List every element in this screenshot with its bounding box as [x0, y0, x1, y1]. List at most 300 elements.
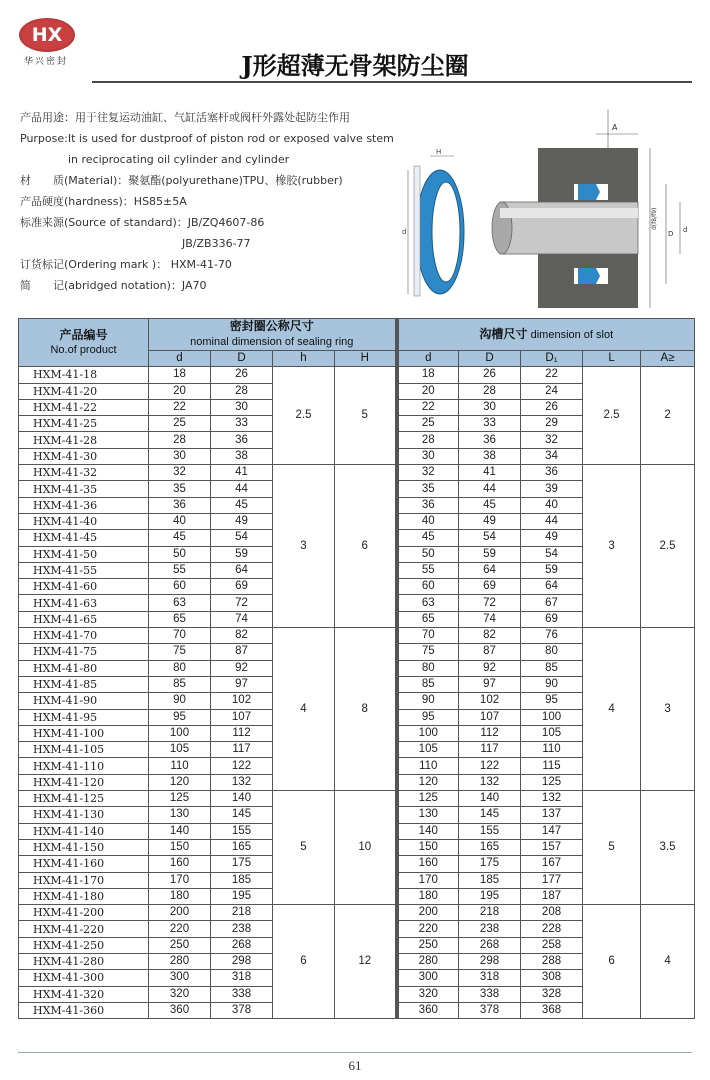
slot-D-cell: 72 — [459, 595, 521, 611]
slot-D-cell: 122 — [459, 758, 521, 774]
slot-D-cell: 69 — [459, 579, 521, 595]
slot-D-cell: 268 — [459, 937, 521, 953]
product-code-cell: HXM-41-20 — [19, 383, 149, 399]
slot-A-cell: 3 — [641, 628, 695, 791]
title-divider — [92, 81, 692, 83]
slot-D1-cell: 228 — [521, 921, 583, 937]
table-row — [19, 905, 695, 921]
seal-D-cell: 122 — [211, 758, 273, 774]
table-row — [19, 791, 695, 807]
header-seal — [149, 319, 397, 351]
page-title: J形超薄无骨架防尘圈 — [241, 51, 469, 80]
seal-D-cell: 44 — [211, 481, 273, 497]
product-code-cell: HXM-41-160 — [19, 856, 149, 872]
col-slot-D1: D₁ — [521, 351, 583, 367]
slot-d-cell: 120 — [397, 774, 459, 790]
product-code-cell: HXM-41-320 — [19, 986, 149, 1002]
slot-D-cell: 155 — [459, 823, 521, 839]
slot-D1-cell: 167 — [521, 856, 583, 872]
seal-h-cell: 4 — [273, 628, 335, 791]
seal-d-cell: 22 — [149, 399, 211, 415]
slot-d-cell: 35 — [397, 481, 459, 497]
ordering-mark: 订货标记(Ordering mark )： HXM-41-70 — [20, 258, 232, 271]
seal-D-cell: 28 — [211, 383, 273, 399]
slot-D1-cell: 26 — [521, 399, 583, 415]
table-body — [19, 367, 695, 1019]
product-code-cell: HXM-41-250 — [19, 937, 149, 953]
page-number: 61 — [348, 1058, 362, 1073]
svg-text:d: d — [402, 228, 407, 236]
slot-D-cell: 87 — [459, 644, 521, 660]
seal-D-cell: 338 — [211, 986, 273, 1002]
product-code-cell: HXM-41-28 — [19, 432, 149, 448]
product-code-cell: HXM-41-360 — [19, 1002, 149, 1018]
slot-D-cell: 112 — [459, 725, 521, 741]
seal-H-cell: 10 — [335, 791, 397, 905]
slot-D-cell: 45 — [459, 497, 521, 513]
seal-d-cell: 320 — [149, 986, 211, 1002]
product-code-cell: HXM-41-80 — [19, 660, 149, 676]
seal-D-cell: 175 — [211, 856, 273, 872]
col-seal-d: d — [149, 351, 211, 367]
standard-2: JB/ZB336-77 — [182, 237, 251, 250]
product-code-cell: HXM-41-125 — [19, 791, 149, 807]
slot-D1-cell: 90 — [521, 676, 583, 692]
slot-D-cell: 298 — [459, 953, 521, 969]
seal-D-cell: 64 — [211, 562, 273, 578]
seal-d-cell: 40 — [149, 513, 211, 529]
seal-D-cell: 59 — [211, 546, 273, 562]
slot-d-cell: 45 — [397, 530, 459, 546]
slot-D1-cell: 368 — [521, 1002, 583, 1018]
seal-d-cell: 170 — [149, 872, 211, 888]
slot-d-cell: 63 — [397, 595, 459, 611]
slot-d-cell: 320 — [397, 986, 459, 1002]
product-code-cell: HXM-41-70 — [19, 628, 149, 644]
seal-d-cell: 130 — [149, 807, 211, 823]
slot-d-cell: 360 — [397, 1002, 459, 1018]
slot-D1-cell: 288 — [521, 953, 583, 969]
seal-d-cell: 105 — [149, 742, 211, 758]
slot-d-cell: 110 — [397, 758, 459, 774]
table-row — [19, 628, 695, 644]
product-code-cell: HXM-41-45 — [19, 530, 149, 546]
seal-drawing — [400, 104, 696, 314]
seal-D-cell: 318 — [211, 970, 273, 986]
slot-D-cell: 102 — [459, 693, 521, 709]
product-code-cell: HXM-41-63 — [19, 595, 149, 611]
seal-d-cell: 160 — [149, 856, 211, 872]
slot-D1-cell: 29 — [521, 416, 583, 432]
slot-D-cell: 38 — [459, 448, 521, 464]
seal-d-cell: 30 — [149, 448, 211, 464]
product-code-cell: HXM-41-150 — [19, 839, 149, 855]
svg-text:H: H — [436, 148, 442, 156]
slot-D-cell: 41 — [459, 465, 521, 481]
seal-d-cell: 125 — [149, 791, 211, 807]
slot-D1-cell: 49 — [521, 530, 583, 546]
seal-d-cell: 110 — [149, 758, 211, 774]
slot-D-cell: 107 — [459, 709, 521, 725]
header-product-en: No.of product — [50, 343, 117, 356]
svg-text:A: A — [612, 123, 618, 132]
logo-text: 华兴密封 — [23, 57, 68, 67]
slot-D-cell: 28 — [459, 383, 521, 399]
slot-D1-cell: 64 — [521, 579, 583, 595]
slot-D1-cell: 177 — [521, 872, 583, 888]
slot-d-cell: 28 — [397, 432, 459, 448]
seal-cross-section-icon — [400, 104, 696, 314]
header-slot — [397, 319, 695, 351]
slot-d-cell: 95 — [397, 709, 459, 725]
slot-D1-cell: 85 — [521, 660, 583, 676]
slot-D1-cell: 187 — [521, 888, 583, 904]
slot-d-cell: 50 — [397, 546, 459, 562]
slot-D-cell: 318 — [459, 970, 521, 986]
seal-D-cell: 112 — [211, 725, 273, 741]
seal-d-cell: 100 — [149, 725, 211, 741]
header-slot-cn: 沟槽尺寸 — [479, 326, 528, 341]
product-code-cell: HXM-41-95 — [19, 709, 149, 725]
product-code-cell: HXM-41-60 — [19, 579, 149, 595]
slot-D1-cell: 44 — [521, 513, 583, 529]
product-code-cell: HXM-41-18 — [19, 367, 149, 383]
slot-D-cell: 44 — [459, 481, 521, 497]
product-code-cell: HXM-41-32 — [19, 465, 149, 481]
slot-d-cell: 200 — [397, 905, 459, 921]
slot-d-cell: 20 — [397, 383, 459, 399]
seal-D-cell: 107 — [211, 709, 273, 725]
seal-D-cell: 33 — [211, 416, 273, 432]
product-code-cell: HXM-41-75 — [19, 644, 149, 660]
slot-D-cell: 36 — [459, 432, 521, 448]
header-seal-en: nominal dimension of sealing ring — [190, 336, 354, 348]
slot-d-cell: 105 — [397, 742, 459, 758]
slot-d-cell: 220 — [397, 921, 459, 937]
slot-d-cell: 65 — [397, 611, 459, 627]
col-slot-D: D — [459, 351, 521, 367]
slot-d-cell: 18 — [397, 367, 459, 383]
seal-d-cell: 65 — [149, 611, 211, 627]
slot-A-cell: 2 — [641, 367, 695, 465]
slot-d-cell: 280 — [397, 953, 459, 969]
slot-D-cell: 74 — [459, 611, 521, 627]
slot-D1-cell: 59 — [521, 562, 583, 578]
slot-d-cell: 150 — [397, 839, 459, 855]
col-seal-h: h — [273, 351, 335, 367]
slot-D-cell: 145 — [459, 807, 521, 823]
slot-D1-cell: 22 — [521, 367, 583, 383]
seal-d-cell: 28 — [149, 432, 211, 448]
col-seal-D: D — [211, 351, 273, 367]
slot-d-cell: 125 — [397, 791, 459, 807]
seal-D-cell: 145 — [211, 807, 273, 823]
slot-d-cell: 22 — [397, 399, 459, 415]
slot-D-cell: 49 — [459, 513, 521, 529]
slot-D-cell: 97 — [459, 676, 521, 692]
seal-D-cell: 72 — [211, 595, 273, 611]
abridged-notation: 简 记(abridged notation)：JA70 — [20, 279, 207, 292]
seal-D-cell: 140 — [211, 791, 273, 807]
slot-d-cell: 70 — [397, 628, 459, 644]
product-code-cell: HXM-41-130 — [19, 807, 149, 823]
slot-D1-cell: 258 — [521, 937, 583, 953]
seal-D-cell: 87 — [211, 644, 273, 660]
seal-d-cell: 180 — [149, 888, 211, 904]
slot-D1-cell: 67 — [521, 595, 583, 611]
product-code-cell: HXM-41-105 — [19, 742, 149, 758]
seal-H-cell: 6 — [335, 465, 397, 628]
slot-D-cell: 238 — [459, 921, 521, 937]
seal-D-cell: 49 — [211, 513, 273, 529]
seal-d-cell: 300 — [149, 970, 211, 986]
seal-D-cell: 238 — [211, 921, 273, 937]
slot-d-cell: 30 — [397, 448, 459, 464]
slot-d-cell: 180 — [397, 888, 459, 904]
material: 材 质(Material)：聚氨酯(polyurethane)TPU、橡胶(rubber) — [20, 174, 343, 187]
seal-H-cell: 5 — [335, 367, 397, 465]
product-code-cell: HXM-41-200 — [19, 905, 149, 921]
seal-d-cell: 35 — [149, 481, 211, 497]
seal-d-cell: 50 — [149, 546, 211, 562]
slot-D-cell: 175 — [459, 856, 521, 872]
seal-D-cell: 30 — [211, 399, 273, 415]
seal-d-cell: 90 — [149, 693, 211, 709]
seal-D-cell: 132 — [211, 774, 273, 790]
svg-text:d(f8/f9): d(f8/f9) — [651, 207, 658, 230]
slot-D-cell: 218 — [459, 905, 521, 921]
slot-d-cell: 170 — [397, 872, 459, 888]
slot-D-cell: 82 — [459, 628, 521, 644]
seal-D-cell: 117 — [211, 742, 273, 758]
product-code-cell: HXM-41-140 — [19, 823, 149, 839]
seal-D-cell: 45 — [211, 497, 273, 513]
product-code-cell: HXM-41-220 — [19, 921, 149, 937]
standard: 标准来源(Source of standard)：JB/ZQ4607-86 — [20, 216, 265, 229]
usage-en-2: in reciprocating oil cylinder and cylinder — [68, 153, 290, 166]
seal-H-cell: 12 — [335, 905, 397, 1019]
slot-D1-cell: 40 — [521, 497, 583, 513]
header-seal-cn: 密封圈公称尺寸 — [229, 319, 314, 333]
slot-D-cell: 64 — [459, 562, 521, 578]
slot-L-cell: 3 — [583, 465, 641, 628]
slot-D1-cell: 34 — [521, 448, 583, 464]
slot-A-cell: 3.5 — [641, 791, 695, 905]
slot-D1-cell: 110 — [521, 742, 583, 758]
product-code-cell: HXM-41-120 — [19, 774, 149, 790]
slot-L-cell: 5 — [583, 791, 641, 905]
usage-cn: 产品用途：用于往复运动油缸、气缸活塞杆或阀杆外露处起防尘作用 — [20, 111, 350, 124]
seal-D-cell: 74 — [211, 611, 273, 627]
slot-D-cell: 140 — [459, 791, 521, 807]
seal-d-cell: 80 — [149, 660, 211, 676]
seal-D-cell: 82 — [211, 628, 273, 644]
seal-d-cell: 140 — [149, 823, 211, 839]
product-code-cell: HXM-41-110 — [19, 758, 149, 774]
slot-D1-cell: 32 — [521, 432, 583, 448]
slot-L-cell: 4 — [583, 628, 641, 791]
logo-badge: HX — [19, 18, 75, 52]
seal-d-cell: 25 — [149, 416, 211, 432]
slot-D1-cell: 39 — [521, 481, 583, 497]
slot-d-cell: 36 — [397, 497, 459, 513]
product-code-cell: HXM-41-22 — [19, 399, 149, 415]
slot-d-cell: 80 — [397, 660, 459, 676]
product-code-cell: HXM-41-280 — [19, 953, 149, 969]
slot-D-cell: 30 — [459, 399, 521, 415]
slot-D-cell: 165 — [459, 839, 521, 855]
seal-d-cell: 18 — [149, 367, 211, 383]
slot-D-cell: 195 — [459, 888, 521, 904]
slot-D1-cell: 24 — [521, 383, 583, 399]
seal-D-cell: 268 — [211, 937, 273, 953]
seal-D-cell: 36 — [211, 432, 273, 448]
slot-D-cell: 33 — [459, 416, 521, 432]
seal-d-cell: 32 — [149, 465, 211, 481]
seal-h-cell: 6 — [273, 905, 335, 1019]
svg-text:d: d — [683, 226, 688, 234]
slot-d-cell: 130 — [397, 807, 459, 823]
header-slot-en: dimension of slot — [530, 328, 614, 341]
slot-D1-cell: 100 — [521, 709, 583, 725]
hardness: 产品硬度(hardness)：HS85±5A — [20, 195, 187, 208]
col-seal-H: H — [335, 351, 397, 367]
seal-d-cell: 20 — [149, 383, 211, 399]
slot-D1-cell: 36 — [521, 465, 583, 481]
seal-d-cell: 280 — [149, 953, 211, 969]
slot-D-cell: 26 — [459, 367, 521, 383]
slot-d-cell: 32 — [397, 465, 459, 481]
seal-d-cell: 55 — [149, 562, 211, 578]
slot-D1-cell: 125 — [521, 774, 583, 790]
product-code-cell: HXM-41-90 — [19, 693, 149, 709]
slot-D1-cell: 105 — [521, 725, 583, 741]
seal-d-cell: 150 — [149, 839, 211, 855]
seal-d-cell: 250 — [149, 937, 211, 953]
seal-D-cell: 165 — [211, 839, 273, 855]
seal-d-cell: 220 — [149, 921, 211, 937]
seal-D-cell: 378 — [211, 1002, 273, 1018]
product-code-cell: HXM-41-30 — [19, 448, 149, 464]
col-slot-L: L — [583, 351, 641, 367]
product-code-cell: HXM-41-25 — [19, 416, 149, 432]
slot-D1-cell: 137 — [521, 807, 583, 823]
slot-d-cell: 25 — [397, 416, 459, 432]
slot-d-cell: 85 — [397, 676, 459, 692]
slot-D1-cell: 157 — [521, 839, 583, 855]
slot-d-cell: 140 — [397, 823, 459, 839]
slot-D-cell: 92 — [459, 660, 521, 676]
product-code-cell: HXM-41-40 — [19, 513, 149, 529]
seal-D-cell: 155 — [211, 823, 273, 839]
col-slot-A: A≥ — [641, 351, 695, 367]
slot-D1-cell: 69 — [521, 611, 583, 627]
seal-D-cell: 69 — [211, 579, 273, 595]
product-code-cell: HXM-41-65 — [19, 611, 149, 627]
product-code-cell: HXM-41-100 — [19, 725, 149, 741]
product-code-cell: HXM-41-170 — [19, 872, 149, 888]
slot-D-cell: 378 — [459, 1002, 521, 1018]
slot-D1-cell: 95 — [521, 693, 583, 709]
product-code-cell: HXM-41-300 — [19, 970, 149, 986]
table-row — [19, 465, 695, 481]
slot-D1-cell: 208 — [521, 905, 583, 921]
table-row — [19, 367, 695, 383]
slot-D-cell: 117 — [459, 742, 521, 758]
svg-text:D: D — [668, 230, 674, 238]
slot-D1-cell: 76 — [521, 628, 583, 644]
seal-D-cell: 97 — [211, 676, 273, 692]
slot-D-cell: 54 — [459, 530, 521, 546]
slot-d-cell: 55 — [397, 562, 459, 578]
seal-D-cell: 26 — [211, 367, 273, 383]
seal-D-cell: 298 — [211, 953, 273, 969]
seal-D-cell: 195 — [211, 888, 273, 904]
seal-h-cell: 2.5 — [273, 367, 335, 465]
col-slot-d: d — [397, 351, 459, 367]
product-code-cell: HXM-41-36 — [19, 497, 149, 513]
slot-A-cell: 4 — [641, 905, 695, 1019]
slot-d-cell: 300 — [397, 970, 459, 986]
seal-H-cell: 8 — [335, 628, 397, 791]
slot-d-cell: 100 — [397, 725, 459, 741]
seal-h-cell: 5 — [273, 791, 335, 905]
seal-d-cell: 63 — [149, 595, 211, 611]
seal-d-cell: 70 — [149, 628, 211, 644]
seal-d-cell: 120 — [149, 774, 211, 790]
product-code-cell: HXM-41-50 — [19, 546, 149, 562]
seal-h-cell: 3 — [273, 465, 335, 628]
slot-D1-cell: 328 — [521, 986, 583, 1002]
seal-d-cell: 75 — [149, 644, 211, 660]
seal-d-cell: 36 — [149, 497, 211, 513]
seal-d-cell: 200 — [149, 905, 211, 921]
slot-D1-cell: 54 — [521, 546, 583, 562]
seal-D-cell: 218 — [211, 905, 273, 921]
slot-D1-cell: 132 — [521, 791, 583, 807]
seal-d-cell: 45 — [149, 530, 211, 546]
seal-d-cell: 360 — [149, 1002, 211, 1018]
seal-d-cell: 60 — [149, 579, 211, 595]
page-divider — [18, 1052, 692, 1053]
slot-D-cell: 338 — [459, 986, 521, 1002]
slot-D1-cell: 80 — [521, 644, 583, 660]
seal-D-cell: 92 — [211, 660, 273, 676]
seal-D-cell: 185 — [211, 872, 273, 888]
dimension-table — [18, 318, 695, 1019]
slot-D-cell: 59 — [459, 546, 521, 562]
seal-d-cell: 95 — [149, 709, 211, 725]
slot-d-cell: 75 — [397, 644, 459, 660]
seal-D-cell: 54 — [211, 530, 273, 546]
slot-d-cell: 90 — [397, 693, 459, 709]
seal-D-cell: 38 — [211, 448, 273, 464]
slot-D1-cell: 308 — [521, 970, 583, 986]
slot-d-cell: 250 — [397, 937, 459, 953]
slot-D-cell: 132 — [459, 774, 521, 790]
slot-D1-cell: 115 — [521, 758, 583, 774]
slot-d-cell: 40 — [397, 513, 459, 529]
product-code-cell: HXM-41-180 — [19, 888, 149, 904]
product-code-cell: HXM-41-55 — [19, 562, 149, 578]
slot-d-cell: 160 — [397, 856, 459, 872]
slot-d-cell: 60 — [397, 579, 459, 595]
product-code-cell: HXM-41-35 — [19, 481, 149, 497]
slot-D-cell: 185 — [459, 872, 521, 888]
slot-D1-cell: 147 — [521, 823, 583, 839]
header-product-cn: 产品编号 — [59, 327, 108, 342]
header-product — [19, 319, 149, 367]
